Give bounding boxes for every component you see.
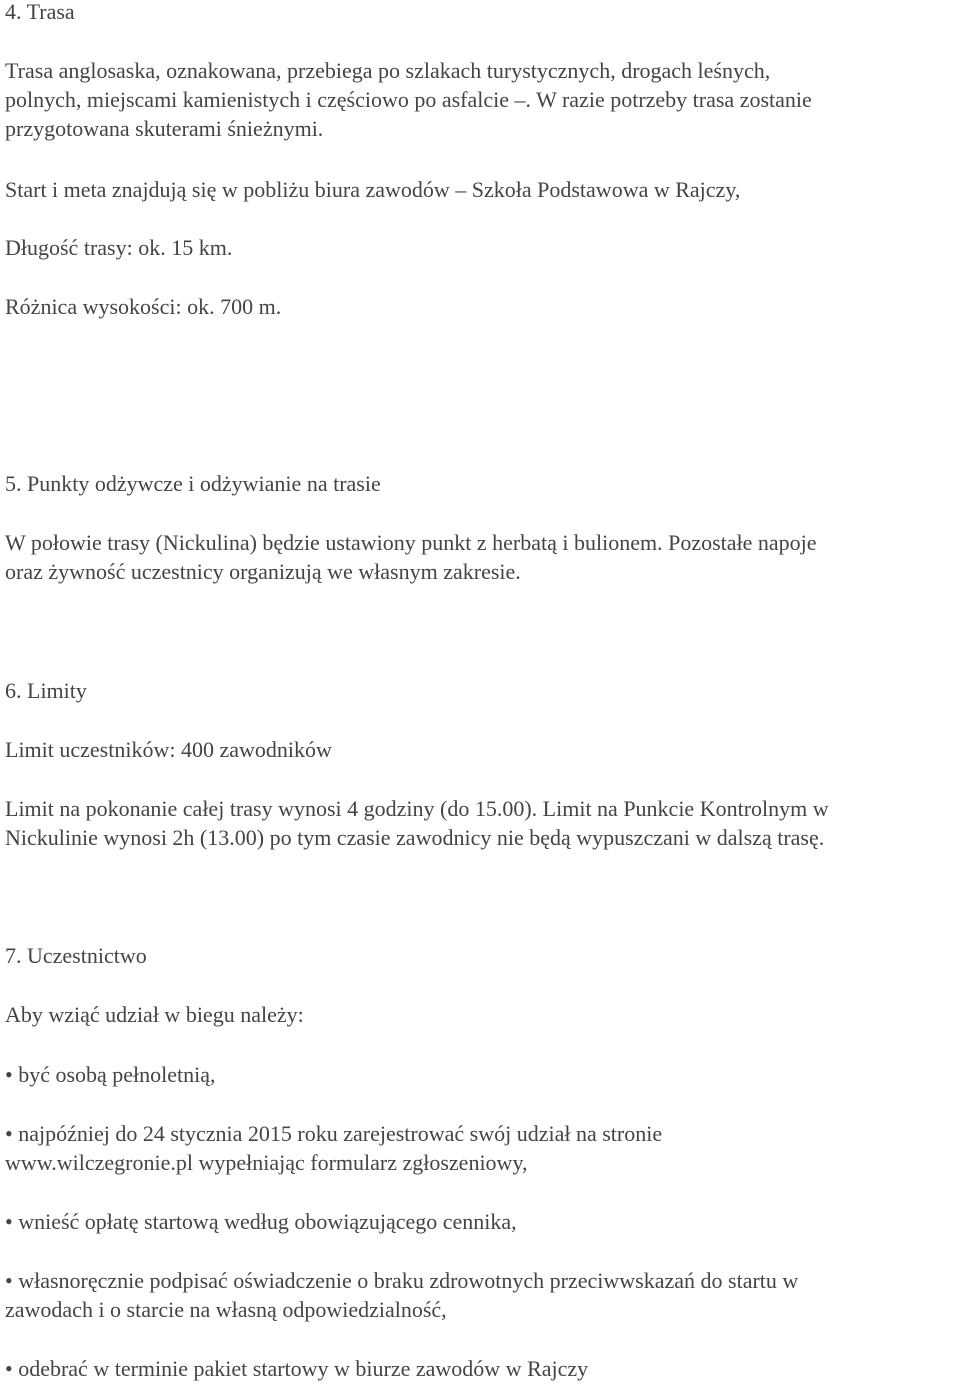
time-limits xyxy=(5,794,960,852)
section-4-description-line: Trasa anglosaska, oznakowana, przebiega po szlakach turystycznych, drogach leśnych, xyxy=(5,58,771,83)
list-item xyxy=(5,1060,960,1089)
section-4-heading: 4. Trasa xyxy=(5,0,75,24)
section-5-description-line: W połowie trasy (Nickulina) będzie ustawiony punkt z herbatą i bulionem. Pozostałe napoje xyxy=(5,530,817,555)
route-length: Długość trasy: ok. 15 km. xyxy=(5,235,233,260)
section-5-description-line: oraz żywność uczestnicy organizują we własnym zakresie. xyxy=(5,559,521,584)
list-item xyxy=(5,1119,960,1177)
time-limits-line: Limit na pokonanie całej trasy wynosi 4 godziny (do 15.00). Limit na Punkcie Kontrolnym w xyxy=(5,796,829,821)
elevation-difference: Różnica wysokości: ok. 700 m. xyxy=(5,294,282,319)
list-item-text: • najpóźniej do 24 stycznia 2015 roku zarejestrować swój udział na stronie xyxy=(5,1119,960,1148)
list-item xyxy=(5,1207,960,1236)
list-item-text-continued: zawodach i o starcie na własną odpowiedzialność, xyxy=(5,1297,447,1322)
section-5-description xyxy=(5,528,960,586)
participant-limit: Limit uczestników: 400 zawodników xyxy=(5,737,332,762)
list-item-text-continued: www.wilczegronie.pl wypełniając formularz zgłoszeniowy, xyxy=(5,1150,528,1175)
list-item-text: • odebrać w terminie pakiet startowy w biurze zawodów w Rajczy xyxy=(5,1354,960,1383)
section-4-description-line: polnych, miejscami kamienistych i częściowo po asfalcie –. W razie potrzeby trasa zostanie xyxy=(5,87,812,112)
section-5-heading: 5. Punkty odżywcze i odżywianie na trasie xyxy=(5,471,381,496)
participation-intro: Aby wziąć udział w biegu należy: xyxy=(5,1002,304,1027)
time-limits-line: Nickulinie wynosi 2h (13.00) po tym czasie zawodnicy nie będą wypuszczani w dalszą trasę. xyxy=(5,825,825,850)
section-6-heading: 6. Limity xyxy=(5,678,87,703)
list-item-text: • być osobą pełnoletnią, xyxy=(5,1060,960,1089)
list-item xyxy=(5,1354,960,1383)
list-item-text: • wnieść opłatę startową według obowiązującego cennika, xyxy=(5,1207,960,1236)
list-item xyxy=(5,1266,960,1324)
list-item-text: • własnoręcznie podpisać oświadczenie o braku zdrowotnych przeciwwskazań do startu w xyxy=(5,1266,960,1295)
section-4-description-line: przygotowana skuterami śnieżnymi. xyxy=(5,116,324,141)
start-finish-location: Start i meta znajdują się w pobliżu biura zawodów – Szkoła Podstawowa w Rajczy, xyxy=(5,177,741,202)
section-4-description xyxy=(5,56,960,143)
section-7-heading: 7. Uczestnictwo xyxy=(5,943,147,968)
